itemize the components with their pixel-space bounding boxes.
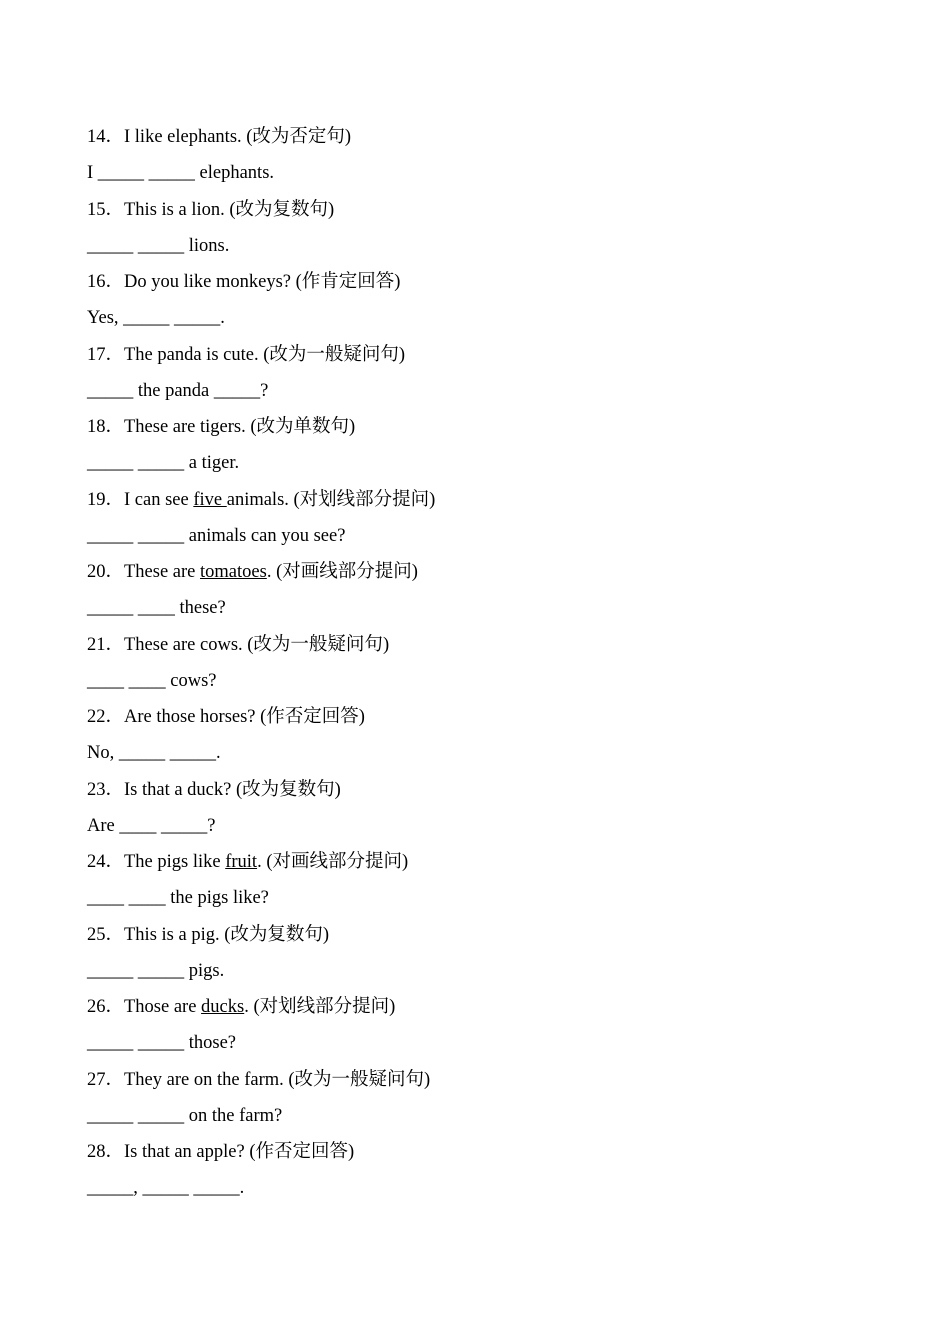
question-stem: 22．Are those horses? (作否定回答)	[87, 707, 365, 727]
answer-line: _____ _____ pigs.	[87, 960, 225, 981]
answer-line: _____ _____ a tiger.	[87, 453, 240, 474]
answer-line: Yes, _____ _____.	[87, 308, 225, 329]
answer-line: No, _____ _____.	[87, 743, 221, 764]
underlined-word: ducks	[201, 997, 245, 1017]
question-stem: 19．I can see five animals. (对划线部分提问)	[87, 489, 436, 510]
answer-line: _____, _____ _____.	[87, 1178, 245, 1199]
exercise-list	[87, 119, 910, 1207]
underlined-word: fruit	[225, 852, 258, 872]
answer-line: Are ____ _____?	[87, 815, 216, 836]
question-stem: 14．I like elephants. (改为否定句)	[87, 127, 352, 147]
question-stem: 26．Those are ducks. (对划线部分提问)	[87, 997, 396, 1017]
answer-line: _____ ____ these?	[87, 598, 226, 619]
answer-line: _____ _____ those?	[87, 1033, 237, 1054]
question-stem: 24．The pigs like fruit. (对画线部分提问)	[87, 852, 409, 872]
question-stem: 28．Is that an apple? (作否定回答)	[87, 1142, 355, 1162]
underlined-word: five	[193, 489, 227, 510]
question-stem: 27．They are on the farm. (改为一般疑问句)	[87, 1069, 431, 1090]
question-stem: 23．Is that a duck? (改为复数句)	[87, 779, 341, 800]
question-stem: 20．These are tomatoes. (对画线部分提问)	[87, 562, 418, 582]
answer-line: I _____ _____ elephants.	[87, 163, 275, 184]
question-stem: 17．The panda is cute. (改为一般疑问句)	[87, 344, 406, 365]
answer-line: _____ _____ animals can you see?	[87, 525, 346, 546]
answer-line: _____ _____ lions.	[87, 235, 230, 256]
answer-line: ____ ____ cows?	[87, 670, 217, 691]
answer-line: ____ ____ the pigs like?	[87, 888, 269, 909]
underlined-word: tomatoes	[200, 562, 267, 582]
question-stem: 18．These are tigers. (改为单数句)	[87, 417, 356, 437]
question-stem: 21．These are cows. (改为一般疑问句)	[87, 634, 390, 655]
question-stem: 25．This is a pig. (改为复数句)	[87, 924, 330, 945]
answer-line: _____ _____ on the farm?	[87, 1105, 283, 1126]
question-stem: 16．Do you like monkeys? (作肯定回答)	[87, 272, 401, 292]
question-stem: 15．This is a lion. (改为复数句)	[87, 199, 335, 220]
answer-line: _____ the panda _____?	[87, 380, 269, 401]
